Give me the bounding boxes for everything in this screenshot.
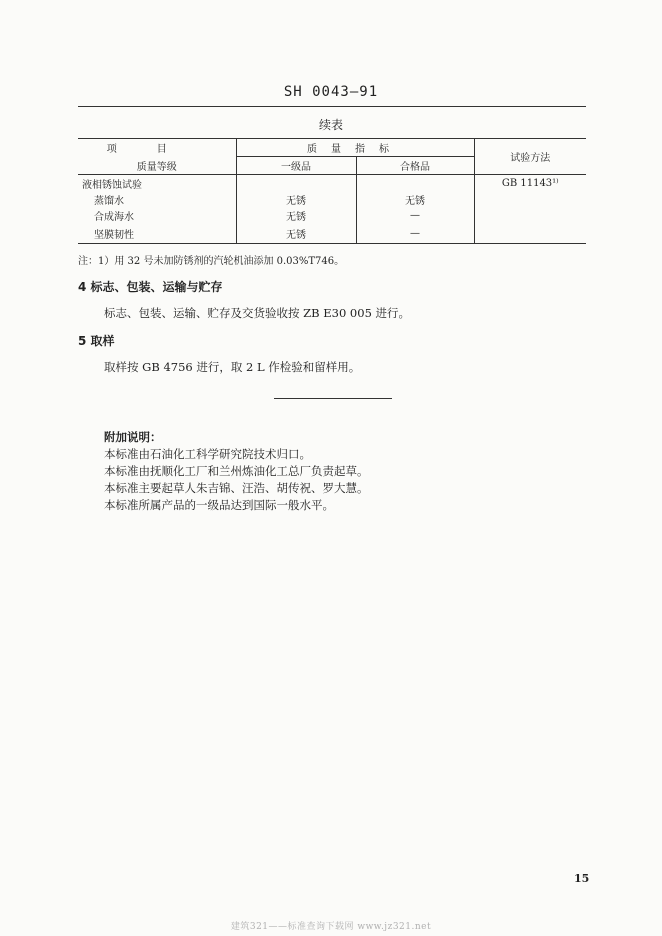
- table-row: [78, 223, 586, 244]
- page-number: 15: [574, 872, 590, 885]
- header-grade: 质量等级: [78, 157, 236, 175]
- quality-spec-table: [78, 138, 586, 244]
- header-spec: 质量指标: [236, 139, 474, 157]
- row-first: 无锈: [236, 207, 356, 223]
- table-row: [78, 207, 586, 223]
- section-5-text: 取样按 GB 4756 进行，取 2 L 作检验和留样用。: [104, 360, 361, 374]
- section-4-text: 标志、包装、运输、贮存及交货验收按 ZB E30 005 进行。: [104, 306, 411, 320]
- row-method: GB 11143¹⁾: [474, 175, 586, 192]
- row-method: [474, 191, 586, 207]
- header-first-grade: 一级品: [236, 157, 356, 175]
- appendix-line: 本标准由抚顺化工厂和兰州炼油化工总厂负责起草。: [104, 464, 369, 478]
- header-method: 试验方法: [474, 139, 586, 175]
- row-item: 坚膜韧性: [78, 223, 236, 244]
- row-first: 无锈: [236, 191, 356, 207]
- appendix-line: 本标准所属产品的一级品达到国际一般水平。: [104, 498, 334, 512]
- table-footnote: 注：1）用 32 号未加防锈剂的汽轮机油添加 0.03%T746。: [78, 256, 345, 267]
- header-rule: [78, 106, 586, 107]
- section-4-title: 4 标志、包装、运输与贮存: [78, 280, 223, 294]
- table-row: [78, 191, 586, 207]
- table-row: [78, 175, 586, 192]
- header-qualified: 合格品: [356, 157, 474, 175]
- row-first: 无锈: [236, 223, 356, 244]
- table-caption: 续表: [318, 118, 343, 132]
- section-divider: [274, 398, 392, 399]
- row-item: 合成海水: [94, 211, 134, 223]
- row-item: 蒸馏水: [94, 195, 124, 207]
- row-qualified: [356, 175, 474, 192]
- appendix-line: 本标准主要起草人朱吉锦、汪浩、胡传祝、罗大慧。: [104, 481, 369, 495]
- row-qualified: —: [356, 207, 474, 223]
- row-method: [474, 207, 586, 223]
- row-qualified: 无锈: [356, 191, 474, 207]
- standard-code: SH 0043—91: [283, 84, 379, 100]
- header-item: 项目: [78, 139, 236, 157]
- watermark-footer: 建筑321——标准查询下载网 www.jz321.net: [230, 922, 432, 932]
- row-method: [474, 223, 586, 244]
- appendix-line: 本标准由石油化工科学研究院技术归口。: [104, 447, 311, 461]
- row-qualified: —: [356, 223, 474, 244]
- section-5-title: 5 取样: [78, 334, 115, 348]
- appendix-title: 附加说明：: [104, 430, 162, 444]
- row-first: [236, 175, 356, 192]
- row-item: 液相锈蚀试验: [82, 179, 142, 191]
